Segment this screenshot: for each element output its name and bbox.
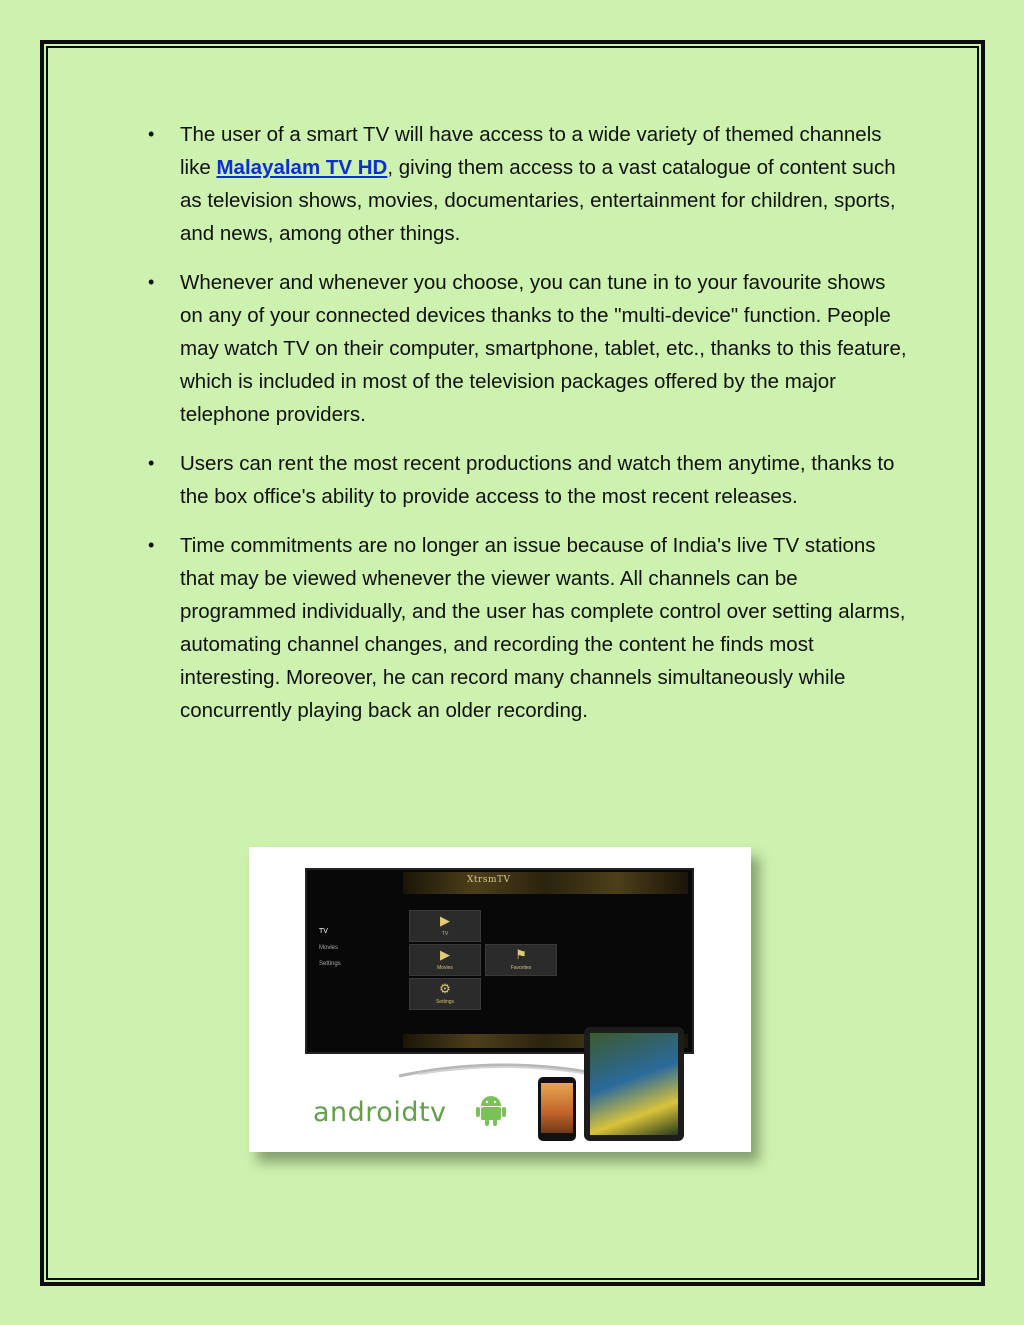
smartphone-screen [541, 1083, 573, 1133]
tile-movies [409, 944, 481, 976]
tablet-device [584, 1027, 684, 1141]
tile-tv [409, 910, 481, 942]
tile-settings [409, 978, 481, 1010]
tablet-screen [590, 1033, 678, 1135]
tile-favorites [485, 944, 557, 976]
play-icon: ▶ [440, 913, 450, 928]
document-body [148, 118, 908, 743]
tile-movies-label: Movies [437, 965, 453, 971]
bullet-item-1 [148, 118, 908, 250]
tile-settings-label: Settings [435, 999, 455, 1005]
bullet-list [148, 118, 908, 727]
tv-menu-item-settings: Settings [319, 961, 341, 967]
bullet-1-text-end: , giving them access to a vast catalogue of content such as television shows, movies, documentaries, entertainment for children, sports, and news, among other things. [180, 156, 896, 245]
tv-menu [319, 924, 341, 972]
tile-tv-label: TV [441, 931, 449, 937]
bookmark-icon: ⚑ [515, 947, 527, 962]
tv-logo: XtrsmTV [467, 875, 511, 885]
tv-banner [403, 872, 688, 894]
bullet-item-4: • Time commitments are no longer an issue because of India's live TV stations that may be viewed whenever the viewer wants. All channels can be programmed individually, and the user has complete control over setting alarms, automating channel changes, and recording the content he finds most interesting. Moreover, he can record many channels simultaneously while concurrently playing back an older recording. [148, 529, 908, 727]
tv-menu-item-tv: TV [319, 928, 328, 935]
bullet-item-2: • Whenever and whenever you choose, you can tune in to your favourite shows on any of your connected devices thanks to the "multi-device" function. People may watch TV on their computer, smartphone, tablet, etc., thanks to this feature, which is included in most of the television packages offered by the major telephone providers. [148, 266, 908, 431]
android-tv-logo-text: androidtv [313, 1097, 447, 1128]
bullet-item-3: • Users can rent the most recent productions and watch them anytime, thanks to the box office's ability to provide access to the most recent releases. [148, 447, 908, 513]
play-icon: ▶ [440, 947, 450, 962]
tile-favorites-label: Favorites [510, 965, 532, 971]
settings-icon: ⚙ [439, 981, 451, 996]
tv-menu-item-movies: Movies [319, 945, 339, 951]
android-robot-icon [474, 1093, 508, 1127]
smartphone-device [538, 1077, 576, 1141]
android-tv-illustration [249, 847, 751, 1152]
bullet-1-text-start: The user of a smart TV will have access to a wide variety of themed channels like [180, 123, 882, 179]
malayalam-tv-hd-link[interactable]: Malayalam TV HD [216, 156, 388, 179]
